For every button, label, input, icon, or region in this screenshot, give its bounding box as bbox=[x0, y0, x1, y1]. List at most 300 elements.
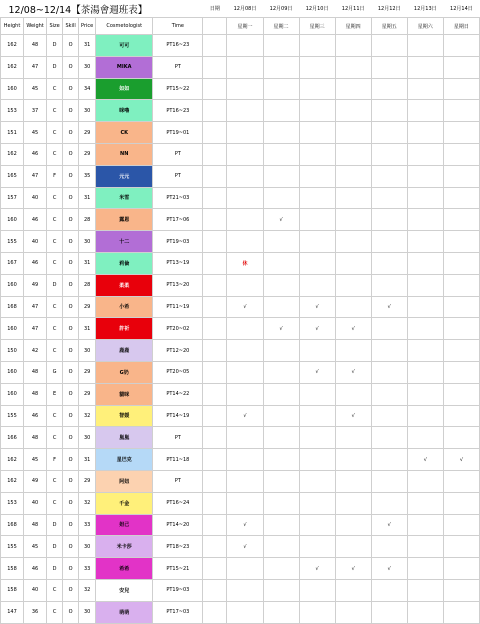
day-cell bbox=[299, 252, 335, 274]
day-cell bbox=[227, 318, 263, 340]
weight-cell: 45 bbox=[24, 122, 47, 144]
day-cell bbox=[299, 274, 335, 296]
date-cell: 12月11日 bbox=[335, 0, 371, 18]
day-cell bbox=[335, 340, 371, 362]
size-cell: C bbox=[47, 78, 63, 100]
day-cell bbox=[407, 427, 443, 449]
weight-cell: 48 bbox=[24, 427, 47, 449]
weight-cell: 49 bbox=[24, 274, 47, 296]
day-cell bbox=[227, 143, 263, 165]
table-row bbox=[1, 340, 480, 362]
size-cell: D bbox=[47, 514, 63, 536]
day-cell bbox=[227, 361, 263, 383]
weight-cell: 47 bbox=[24, 56, 47, 78]
day-cell bbox=[407, 143, 443, 165]
sheet-title: 12/08~12/14【茶湯會週班表】 bbox=[1, 0, 203, 18]
day-cell bbox=[299, 405, 335, 427]
height-cell: 162 bbox=[1, 470, 24, 492]
time-cell: PT16~24 bbox=[153, 492, 203, 514]
spacer-cell bbox=[203, 558, 227, 580]
table-row bbox=[1, 78, 480, 100]
day-cell bbox=[407, 340, 443, 362]
size-cell: C bbox=[47, 579, 63, 601]
size-cell: C bbox=[47, 187, 63, 209]
size-cell: D bbox=[47, 35, 63, 57]
day-cell bbox=[443, 100, 479, 122]
weight-cell: 49 bbox=[24, 470, 47, 492]
day-cell bbox=[227, 470, 263, 492]
day-cell: √ bbox=[407, 449, 443, 471]
day-cell bbox=[443, 274, 479, 296]
day-cell bbox=[407, 383, 443, 405]
time-cell: PT19~03 bbox=[153, 579, 203, 601]
skill-cell: O bbox=[63, 405, 79, 427]
header-blank bbox=[203, 18, 227, 35]
title-row bbox=[1, 0, 480, 18]
skill-cell: O bbox=[63, 340, 79, 362]
size-cell: G bbox=[47, 361, 63, 383]
skill-cell: O bbox=[63, 449, 79, 471]
day-cell: √ bbox=[299, 296, 335, 318]
day-cell bbox=[263, 143, 299, 165]
weight-cell: 42 bbox=[24, 340, 47, 362]
day-cell bbox=[443, 361, 479, 383]
day-cell bbox=[335, 252, 371, 274]
size-cell: D bbox=[47, 56, 63, 78]
time-cell: PT12~20 bbox=[153, 340, 203, 362]
header-price: Price bbox=[79, 18, 96, 35]
day-cell bbox=[227, 100, 263, 122]
day-cell bbox=[335, 383, 371, 405]
day-cell bbox=[407, 252, 443, 274]
weight-cell: 48 bbox=[24, 383, 47, 405]
day-cell bbox=[299, 231, 335, 253]
weight-cell: 48 bbox=[24, 514, 47, 536]
size-cell: C bbox=[47, 209, 63, 231]
day-cell bbox=[227, 35, 263, 57]
day-cell bbox=[407, 318, 443, 340]
cosmetologist-name: 鹿鹿 bbox=[96, 340, 153, 362]
table-row bbox=[1, 165, 480, 187]
table-row bbox=[1, 492, 480, 514]
spacer-cell bbox=[203, 165, 227, 187]
size-cell: C bbox=[47, 470, 63, 492]
size-cell: D bbox=[47, 558, 63, 580]
price-cell: 33 bbox=[79, 514, 96, 536]
day-cell bbox=[227, 558, 263, 580]
weight-cell: 46 bbox=[24, 558, 47, 580]
day-cell bbox=[335, 143, 371, 165]
time-cell: PT20~05 bbox=[153, 361, 203, 383]
day-cell bbox=[299, 122, 335, 144]
date-cell: 12月12日 bbox=[371, 0, 407, 18]
spacer-cell bbox=[203, 601, 227, 623]
size-cell: C bbox=[47, 318, 63, 340]
price-cell: 32 bbox=[79, 405, 96, 427]
spacer-cell bbox=[203, 536, 227, 558]
day-cell bbox=[371, 492, 407, 514]
cosmetologist-name: 妲己 bbox=[96, 514, 153, 536]
cosmetologist-name: 米雪 bbox=[96, 187, 153, 209]
spacer-cell bbox=[203, 427, 227, 449]
time-cell: PT14~19 bbox=[153, 405, 203, 427]
weight-cell: 46 bbox=[24, 209, 47, 231]
header-height: Height bbox=[1, 18, 24, 35]
table-row bbox=[1, 296, 480, 318]
day-cell bbox=[263, 187, 299, 209]
day-cell bbox=[443, 579, 479, 601]
skill-cell: O bbox=[63, 361, 79, 383]
column-header-row bbox=[1, 18, 480, 35]
skill-cell: O bbox=[63, 231, 79, 253]
day-cell bbox=[227, 449, 263, 471]
day-cell bbox=[299, 100, 335, 122]
cosmetologist-name: 嵐嵐 bbox=[96, 427, 153, 449]
day-cell bbox=[407, 35, 443, 57]
time-cell: PT bbox=[153, 427, 203, 449]
skill-cell: O bbox=[63, 165, 79, 187]
weight-cell: 48 bbox=[24, 35, 47, 57]
day-cell bbox=[443, 536, 479, 558]
height-cell: 147 bbox=[1, 601, 24, 623]
size-cell: C bbox=[47, 427, 63, 449]
day-cell bbox=[371, 35, 407, 57]
weight-cell: 47 bbox=[24, 296, 47, 318]
day-cell bbox=[299, 383, 335, 405]
day-cell bbox=[371, 536, 407, 558]
day-cell bbox=[371, 449, 407, 471]
day-cell bbox=[227, 209, 263, 231]
day-cell bbox=[263, 100, 299, 122]
skill-cell: O bbox=[63, 143, 79, 165]
height-cell: 153 bbox=[1, 492, 24, 514]
spacer-cell bbox=[203, 78, 227, 100]
day-cell bbox=[335, 579, 371, 601]
height-cell: 151 bbox=[1, 122, 24, 144]
day-cell bbox=[443, 56, 479, 78]
price-cell: 33 bbox=[79, 558, 96, 580]
day-cell: √ bbox=[299, 558, 335, 580]
spacer-cell bbox=[203, 318, 227, 340]
day-cell bbox=[371, 143, 407, 165]
skill-cell: O bbox=[63, 492, 79, 514]
day-cell bbox=[443, 252, 479, 274]
cosmetologist-name: 露恩 bbox=[96, 209, 153, 231]
day-cell bbox=[443, 122, 479, 144]
day-cell bbox=[335, 56, 371, 78]
day-cell bbox=[263, 470, 299, 492]
day-cell bbox=[371, 361, 407, 383]
price-cell: 30 bbox=[79, 100, 96, 122]
height-cell: 162 bbox=[1, 449, 24, 471]
spacer-cell bbox=[203, 514, 227, 536]
time-cell: PT14~22 bbox=[153, 383, 203, 405]
cosmetologist-name: 米卡莎 bbox=[96, 536, 153, 558]
time-cell: PT19~01 bbox=[153, 122, 203, 144]
header-cosmetologist: Cosmetologist bbox=[96, 18, 153, 35]
day-cell bbox=[443, 296, 479, 318]
weekday-cell: 星期四 bbox=[335, 18, 371, 35]
cosmetologist-name: 元元 bbox=[96, 165, 153, 187]
day-cell bbox=[407, 100, 443, 122]
day-cell bbox=[335, 209, 371, 231]
price-cell: 31 bbox=[79, 35, 96, 57]
day-cell: √ bbox=[227, 296, 263, 318]
price-cell: 31 bbox=[79, 318, 96, 340]
day-cell bbox=[263, 449, 299, 471]
day-cell bbox=[407, 470, 443, 492]
cosmetologist-name: 咪嚕 bbox=[96, 100, 153, 122]
size-cell: C bbox=[47, 100, 63, 122]
table-row bbox=[1, 514, 480, 536]
cosmetologist-name: 希希 bbox=[96, 558, 153, 580]
spacer-cell bbox=[203, 231, 227, 253]
time-cell: PT14~20 bbox=[153, 514, 203, 536]
day-cell bbox=[335, 274, 371, 296]
day-cell bbox=[299, 78, 335, 100]
day-cell bbox=[227, 383, 263, 405]
day-cell: √ bbox=[371, 558, 407, 580]
cosmetologist-name: 智媛 bbox=[96, 405, 153, 427]
day-cell bbox=[371, 252, 407, 274]
price-cell: 30 bbox=[79, 427, 96, 449]
size-cell: D bbox=[47, 536, 63, 558]
time-cell: PT15~21 bbox=[153, 558, 203, 580]
day-cell bbox=[335, 601, 371, 623]
price-cell: 30 bbox=[79, 231, 96, 253]
cosmetologist-name: 小希 bbox=[96, 296, 153, 318]
day-cell bbox=[443, 187, 479, 209]
time-cell: PT21~03 bbox=[153, 187, 203, 209]
day-cell: √ bbox=[443, 449, 479, 471]
height-cell: 162 bbox=[1, 56, 24, 78]
day-cell bbox=[263, 427, 299, 449]
day-cell bbox=[299, 536, 335, 558]
height-cell: 155 bbox=[1, 231, 24, 253]
table-row bbox=[1, 601, 480, 623]
day-cell bbox=[299, 209, 335, 231]
skill-cell: O bbox=[63, 209, 79, 231]
day-cell bbox=[335, 122, 371, 144]
date-cell: 12月13日 bbox=[407, 0, 443, 18]
skill-cell: O bbox=[63, 56, 79, 78]
price-cell: 29 bbox=[79, 296, 96, 318]
weight-cell: 46 bbox=[24, 405, 47, 427]
day-cell bbox=[263, 405, 299, 427]
price-cell: 29 bbox=[79, 383, 96, 405]
skill-cell: O bbox=[63, 579, 79, 601]
day-cell bbox=[407, 165, 443, 187]
header-size: Size bbox=[47, 18, 63, 35]
spacer-cell bbox=[203, 579, 227, 601]
date-label: 日期 bbox=[203, 0, 227, 18]
skill-cell: O bbox=[63, 427, 79, 449]
table-row bbox=[1, 35, 480, 57]
size-cell: C bbox=[47, 122, 63, 144]
skill-cell: O bbox=[63, 100, 79, 122]
day-cell bbox=[263, 35, 299, 57]
time-cell: PT bbox=[153, 143, 203, 165]
weekday-cell: 星期三 bbox=[299, 18, 335, 35]
height-cell: 158 bbox=[1, 558, 24, 580]
spacer-cell bbox=[203, 340, 227, 362]
day-cell bbox=[299, 449, 335, 471]
cosmetologist-name: 可可 bbox=[96, 35, 153, 57]
time-cell: PT bbox=[153, 165, 203, 187]
cosmetologist-name: CK bbox=[96, 122, 153, 144]
day-cell bbox=[335, 187, 371, 209]
size-cell: E bbox=[47, 383, 63, 405]
height-cell: 150 bbox=[1, 340, 24, 362]
cosmetologist-name: 柔柔 bbox=[96, 274, 153, 296]
day-cell: √ bbox=[227, 536, 263, 558]
time-cell: PT17~06 bbox=[153, 209, 203, 231]
weight-cell: 40 bbox=[24, 187, 47, 209]
height-cell: 162 bbox=[1, 35, 24, 57]
date-cell: 12月10日 bbox=[299, 0, 335, 18]
height-cell: 160 bbox=[1, 318, 24, 340]
day-cell bbox=[371, 340, 407, 362]
table-row bbox=[1, 274, 480, 296]
skill-cell: O bbox=[63, 78, 79, 100]
weight-cell: 40 bbox=[24, 579, 47, 601]
spacer-cell bbox=[203, 383, 227, 405]
height-cell: 157 bbox=[1, 187, 24, 209]
day-cell bbox=[263, 252, 299, 274]
day-cell bbox=[443, 35, 479, 57]
price-cell: 32 bbox=[79, 492, 96, 514]
day-cell bbox=[371, 470, 407, 492]
day-cell bbox=[299, 470, 335, 492]
day-cell bbox=[227, 165, 263, 187]
price-cell: 34 bbox=[79, 78, 96, 100]
day-cell bbox=[443, 427, 479, 449]
day-cell bbox=[443, 318, 479, 340]
height-cell: 160 bbox=[1, 209, 24, 231]
day-cell bbox=[443, 340, 479, 362]
day-cell bbox=[443, 231, 479, 253]
day-cell bbox=[263, 492, 299, 514]
day-cell bbox=[299, 427, 335, 449]
day-cell bbox=[227, 601, 263, 623]
day-cell bbox=[371, 165, 407, 187]
time-cell: PT17~03 bbox=[153, 601, 203, 623]
day-cell bbox=[263, 56, 299, 78]
day-cell bbox=[443, 558, 479, 580]
day-cell bbox=[371, 405, 407, 427]
table-row bbox=[1, 361, 480, 383]
day-cell bbox=[407, 209, 443, 231]
day-cell bbox=[227, 56, 263, 78]
spacer-cell bbox=[203, 274, 227, 296]
day-cell bbox=[299, 579, 335, 601]
table-row bbox=[1, 383, 480, 405]
skill-cell: O bbox=[63, 122, 79, 144]
day-cell bbox=[371, 100, 407, 122]
cosmetologist-name: 安兒 bbox=[96, 579, 153, 601]
size-cell: F bbox=[47, 165, 63, 187]
time-cell: PT19~03 bbox=[153, 231, 203, 253]
spacer-cell bbox=[203, 492, 227, 514]
table-row bbox=[1, 579, 480, 601]
size-cell: C bbox=[47, 252, 63, 274]
weight-cell: 46 bbox=[24, 143, 47, 165]
day-cell bbox=[443, 383, 479, 405]
time-cell: PT11~19 bbox=[153, 296, 203, 318]
weekday-cell: 星期一 bbox=[227, 18, 263, 35]
header-time: Time bbox=[153, 18, 203, 35]
day-cell bbox=[407, 361, 443, 383]
spacer-cell bbox=[203, 449, 227, 471]
day-cell bbox=[263, 340, 299, 362]
date-cell: 12月09日 bbox=[263, 0, 299, 18]
day-cell bbox=[335, 536, 371, 558]
size-cell: C bbox=[47, 601, 63, 623]
day-cell bbox=[371, 78, 407, 100]
height-cell: 158 bbox=[1, 579, 24, 601]
size-cell: C bbox=[47, 340, 63, 362]
time-cell: PT bbox=[153, 470, 203, 492]
height-cell: 162 bbox=[1, 143, 24, 165]
day-cell bbox=[335, 449, 371, 471]
day-cell bbox=[335, 514, 371, 536]
cosmetologist-name: MIKA bbox=[96, 56, 153, 78]
day-cell bbox=[443, 143, 479, 165]
table-row bbox=[1, 231, 480, 253]
day-cell bbox=[443, 514, 479, 536]
height-cell: 160 bbox=[1, 274, 24, 296]
day-cell: √ bbox=[227, 514, 263, 536]
weight-cell: 47 bbox=[24, 318, 47, 340]
day-cell bbox=[227, 274, 263, 296]
weekday-cell: 星期六 bbox=[407, 18, 443, 35]
day-cell bbox=[263, 536, 299, 558]
cosmetologist-name: G奶 bbox=[96, 361, 153, 383]
day-cell bbox=[263, 514, 299, 536]
day-cell bbox=[443, 165, 479, 187]
day-cell bbox=[443, 209, 479, 231]
day-cell: √ bbox=[299, 318, 335, 340]
size-cell: C bbox=[47, 143, 63, 165]
day-cell bbox=[407, 274, 443, 296]
price-cell: 29 bbox=[79, 143, 96, 165]
spacer-cell bbox=[203, 187, 227, 209]
day-cell: √ bbox=[371, 296, 407, 318]
day-cell bbox=[443, 601, 479, 623]
day-cell bbox=[299, 601, 335, 623]
table-row bbox=[1, 100, 480, 122]
height-cell: 155 bbox=[1, 536, 24, 558]
day-cell: √ bbox=[299, 361, 335, 383]
day-cell: √ bbox=[335, 405, 371, 427]
time-cell: PT11~18 bbox=[153, 449, 203, 471]
table-row bbox=[1, 536, 480, 558]
skill-cell: O bbox=[63, 187, 79, 209]
price-cell: 30 bbox=[79, 56, 96, 78]
price-cell: 31 bbox=[79, 187, 96, 209]
day-cell bbox=[371, 209, 407, 231]
day-cell bbox=[371, 318, 407, 340]
height-cell: 160 bbox=[1, 361, 24, 383]
price-cell: 29 bbox=[79, 122, 96, 144]
day-cell bbox=[227, 492, 263, 514]
day-cell bbox=[227, 231, 263, 253]
weekday-cell: 星期二 bbox=[263, 18, 299, 35]
table-row bbox=[1, 449, 480, 471]
day-cell bbox=[371, 601, 407, 623]
cosmetologist-name: 十二 bbox=[96, 231, 153, 253]
size-cell: D bbox=[47, 274, 63, 296]
